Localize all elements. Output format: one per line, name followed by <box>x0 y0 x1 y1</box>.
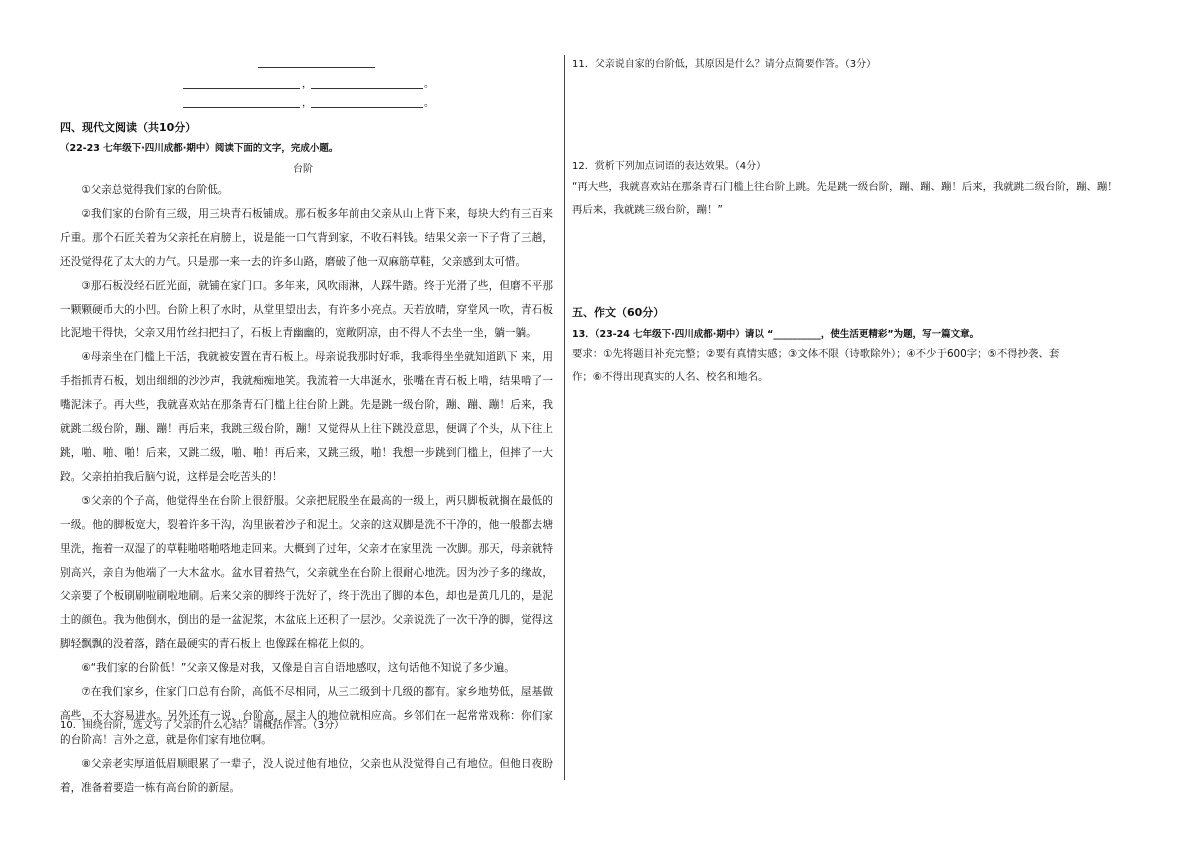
article-title: 台阶 <box>293 164 313 175</box>
article-paragraph-1: ①父亲总觉得我们家的台阶低。 <box>81 184 229 196</box>
question-12: 12．赏析下列加点词语的表达效果。（4分） <box>572 161 767 172</box>
article-paragraph-6: ⑥“我们家的台阶低！”父亲又像是对我，又像是自言自语地感叹，这句话他不知说了多少遍。 <box>81 662 515 675</box>
column-divider <box>564 55 565 780</box>
question-13: 13．（23-24 七年级下·四川成都·期中）请以 “__________，使生活更精彩”为题，写一篇文章。 <box>572 329 980 340</box>
writing-requirements: 要求：①先将题目补充完整；②要有真情实感；③文体不限（诗歌除外）；④不少于600字；⑤不得抄袭、套作；⑥不得出现真实的人名、校名和地名。 <box>572 348 1060 383</box>
answer-line <box>183 88 300 89</box>
question-10: 10．围绕台阶，选文写了父亲的什么心结？请概括作答。（3分） <box>60 720 345 731</box>
answer-line <box>311 88 423 89</box>
section4-source: （22-23 七年级下·四川成都·期中）阅读下面的文字，完成小题。 <box>60 143 339 154</box>
article-paragraph-4: ④母亲坐在门槛上干活，我就被安置在青石板上。母亲说我那时好乖，我乖得坐坐就知道趴下 来，用手指抓青石板，划出细细的沙沙声，我就痴痴地笑。我流着一大串涎水，张嘴在青石板上啃，结果啃了一嘴泥沫子。再大些，我就喜欢站在那条青石门槛上往台阶上跳。先是跳一级台阶，蹦、蹦、蹦！后来，我就跳二级台阶，蹦、蹦！再后来，我跳三级台阶，蹦！又觉得从上往下跳没意思，便调了个头，从下往上跳，啪、啪、啪！后来，又跳二级，啪、啪！再后来，又跳三级，啪！我想一步跳到门槛上，但摔了一大跤。父亲拍拍我后脑勺说，这样是会吃苦头的！ <box>60 351 553 483</box>
question-11: 11．父亲说自家的台阶低，其原因是什么？请分点简要作答。（3分） <box>572 59 877 70</box>
answer-line <box>183 107 300 108</box>
answer-line <box>311 107 423 108</box>
comma: ， <box>302 98 312 109</box>
article-paragraph-8: ⑧父亲老实厚道低眉顺眼累了一辈子，没人说过他有地位，父亲也从没觉得自己有地位。但他日夜盼着，准备着要造一栋有高台阶的新屋。 <box>60 757 553 794</box>
section4-heading: 四、现代文阅读（共10分） <box>60 121 197 134</box>
article-body <box>60 179 553 801</box>
comma: ， <box>302 79 312 90</box>
period: 。 <box>424 79 434 90</box>
question-12-quote: “再大些，我就喜欢站在那条青石门槛上往台阶上跳。先是跳一级台阶，蹦、蹦、蹦！后来，我就跳二级台阶，蹦、蹦！再后来，我就跳三级台阶，蹦！” <box>572 181 1118 216</box>
section5-heading: 五、作文（60分） <box>572 306 665 319</box>
article-paragraph-7: ⑦在我们家乡，住家门口总有台阶，高低不尽相同，从三二级到十几级的都有。家乡地势低，屋基做高些，不大容易进水。另外还有一说，台阶高，屋主人的地位就相应高。乡邻们在一起常常戏称：你们家的台阶高！言外之意，就是你们家有地位啊。 <box>60 686 553 746</box>
article-paragraph-2: ②我们家的台阶有三级，用三块青石板铺成。那石板多年前由父亲从山上背下来，每块大约有三百来斤重。那个石匠关着为父亲托在肩膀上，说是能一口气背到家，不收石料钱。结果父亲一下子背了三趟，还没觉得花了太大的力气。只是那一来一去的许多山路，磨破了他一双麻筋草鞋，父亲感到太可惜。 <box>60 207 553 268</box>
answer-line <box>258 67 375 68</box>
article-paragraph-5: ⑤父亲的个子高，他觉得坐在台阶上很舒服。父亲把屁股坐在最高的一级上，两只脚板就搁在最低的一级。他的脚板宽大，裂着许多干沟，沟里嵌着沙子和泥土。父亲的这双脚是洗不干净的，他一般都去塘里洗，拖着一双湿了的草鞋啪嗒啪嗒地走回来。大概到了过年，父亲才在家里洗 一次脚。那天，母亲就特别高兴，亲自为他端了一大木盆水。盆水冒着热气，父亲就坐在台阶上很耐心地洗。因为沙子多的缘故，父亲要了个板刷刷啦刷啦地刷。后来父亲的脚终于洗好了，终于洗出了脚的本色，却也是黄几几的，是泥土的颜色。我为他倒水，倒出的是一盆泥浆，木盆底上还积了一层沙。父亲说洗了一次干净的脚，觉得这脚轻飘飘的没着落，踏在最硬实的青石板上 也像踩在棉花上似的。 <box>60 494 553 651</box>
answer-blank-lines <box>58 0 558 109</box>
period: 。 <box>424 98 434 109</box>
article-paragraph-3: ③那石板没经石匠光面，就铺在家门口。多年来，风吹雨淋，人踩牛踏。终于光滑了些，但磨不平那一颗颗硬币大的小凹。台阶上积了水时，从堂里望出去，有许多小亮点。天若放晴，穿堂风一吹，青石板比泥地干得快，父亲又用竹丝扫把扫了，石板上青幽幽的，宽敞阴凉，由不得人不去坐一坐，躺一躺。 <box>60 279 553 340</box>
